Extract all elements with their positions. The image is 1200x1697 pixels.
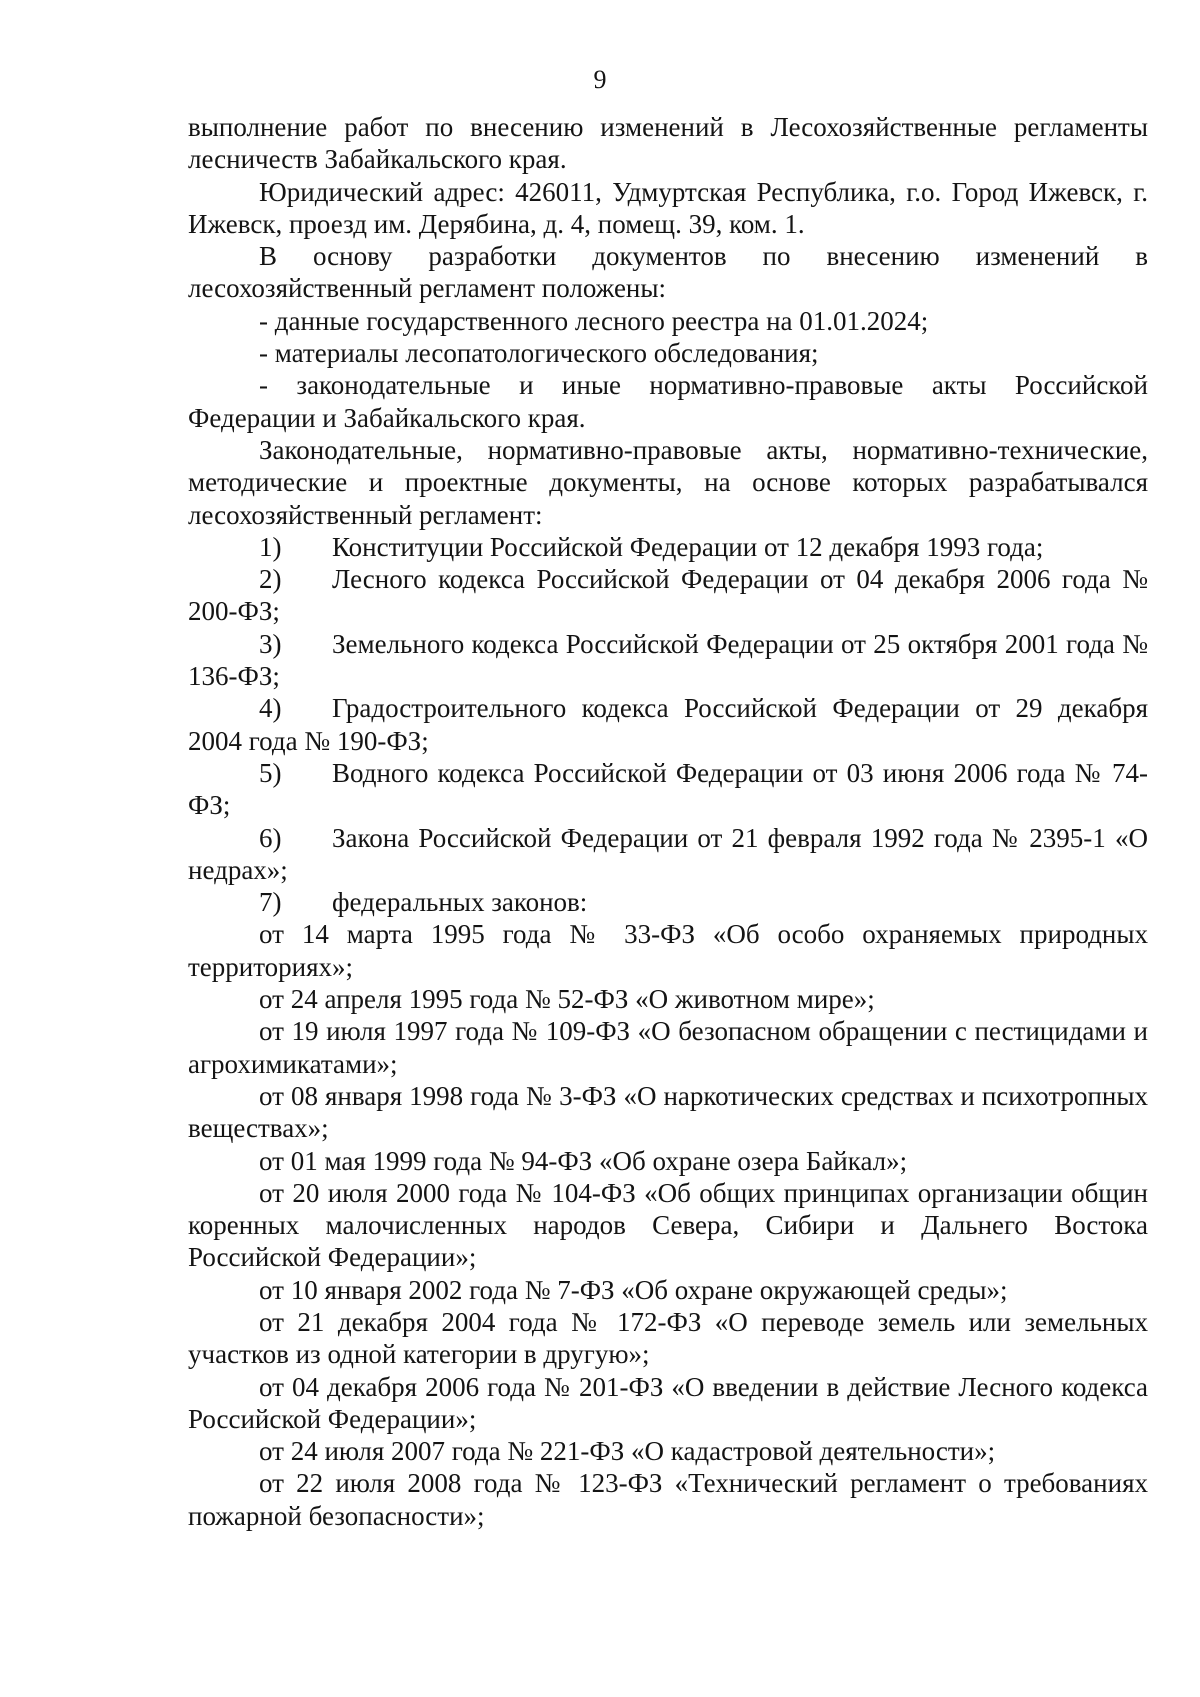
list-item-number: 3) xyxy=(259,628,282,659)
federal-law-entry: от 04 декабря 2006 года № 201-ФЗ «О введении в действие Лесного кодекса Российской Федерации»; xyxy=(188,1371,1148,1434)
federal-law-entry: от 14 марта 1995 года № 33-ФЗ «Об особо охраняемых природных территориях»; xyxy=(188,919,1148,982)
list-item-number: 4) xyxy=(259,693,282,724)
list-item-text: Конституции Российской Федерации от 12 декабря 1993 года; xyxy=(332,531,1044,562)
list-item-number: 6) xyxy=(259,822,282,853)
federal-law-entry: от 21 декабря 2004 года № 172-ФЗ «О переводе земель или земельных участков из одной категории в другую»; xyxy=(188,1306,1148,1370)
list-item-text: Лесного кодекса Российской Федерации от 04 декабря 2006 года № 200-ФЗ; xyxy=(188,564,1148,627)
federal-law-entry: от 10 января 2002 года № 7-ФЗ «Об охране окружающей среды»; xyxy=(259,1274,1008,1305)
federal-law-entry: от 08 января 1998 года № 3-ФЗ «О наркотических средствах и психотропных веществах»; xyxy=(188,1080,1148,1144)
list-item xyxy=(188,531,1148,563)
federal-law-entry: от 19 июля 1997 года № 109-ФЗ «О безопасном обращении с пестицидами и агрохимикатами»; xyxy=(188,1016,1148,1079)
list-item-number: 1) xyxy=(259,531,282,562)
list-item-text: Закона Российской Федерации от 21 февраля 1992 года № 2395-1 «О недрах»; xyxy=(188,822,1148,885)
paragraph-bullet-legal-acts: - законодательные и иные нормативно-правовые акты Российской Федерации и Забайкальского края. xyxy=(188,370,1148,433)
list-item-number: 5) xyxy=(259,757,282,788)
list-item-text: Водного кодекса Российской Федерации от 03 июня 2006 года № 74-ФЗ; xyxy=(188,757,1148,821)
paragraph-legal-address: Юридический адрес: 426011, Удмуртская Республика, г.о. Город Ижевск, г. Ижевск, проезд им. Дерябина, д. 4, помещ. 39, ком. 1. xyxy=(188,176,1148,239)
list-item xyxy=(188,628,1148,693)
document-body xyxy=(188,111,1148,1532)
list-item xyxy=(188,886,1148,918)
page-number: 9 xyxy=(593,65,607,94)
federal-law-entry: от 01 мая 1999 года № 94-ФЗ «Об охране озера Байкал»; xyxy=(259,1145,908,1176)
list-item xyxy=(188,822,1148,887)
list-item xyxy=(188,692,1148,757)
paragraph-bullet-forest-register: - данные государственного лесного реестра на 01.01.2024; xyxy=(259,305,929,336)
federal-law-entry: от 24 апреля 1995 года № 52-ФЗ «О животном мире»; xyxy=(259,984,875,1015)
list-item-text: Земельного кодекса Российской Федерации от 25 октября 2001 года № 136-ФЗ; xyxy=(188,628,1148,692)
federal-law-entry: от 20 июля 2000 года № 104-ФЗ «Об общих принципах организации общин коренных малочисленных народов Севера, Сибири и Дальнего Востока Российской Федерации»; xyxy=(188,1177,1148,1273)
list-item-text: Градостроительного кодекса Российской Федерации от 29 декабря 2004 года № 190-ФЗ; xyxy=(188,693,1148,756)
paragraph-continuation: выполнение работ по внесению изменений в Лесохозяйственные регламенты лесничеств Забайкальского края. xyxy=(188,112,1148,175)
list-item xyxy=(188,757,1148,822)
list-item xyxy=(188,563,1148,628)
list-item-number: 7) xyxy=(259,887,282,918)
list-item-number: 2) xyxy=(259,564,282,595)
list-item-text: федеральных законов: xyxy=(332,887,588,918)
federal-law-entry: от 24 июля 2007 года № 221-ФЗ «О кадастровой деятельности»; xyxy=(259,1436,996,1467)
paragraph-documents-intro: Законодательные, нормативно-правовые акты, нормативно-технические, методические и проектные документы, на основе которых разрабатывался лесохозяйственный регламент: xyxy=(188,434,1148,530)
paragraph-basis-intro: В основу разработки документов по внесению изменений в лесохозяйственный регламент положены: xyxy=(188,241,1148,304)
federal-law-entry: от 22 июля 2008 года № 123-ФЗ «Технический регламент о требованиях пожарной безопасности»; xyxy=(188,1468,1148,1531)
paragraph-bullet-survey-materials: - материалы лесопатологического обследования; xyxy=(259,338,819,369)
